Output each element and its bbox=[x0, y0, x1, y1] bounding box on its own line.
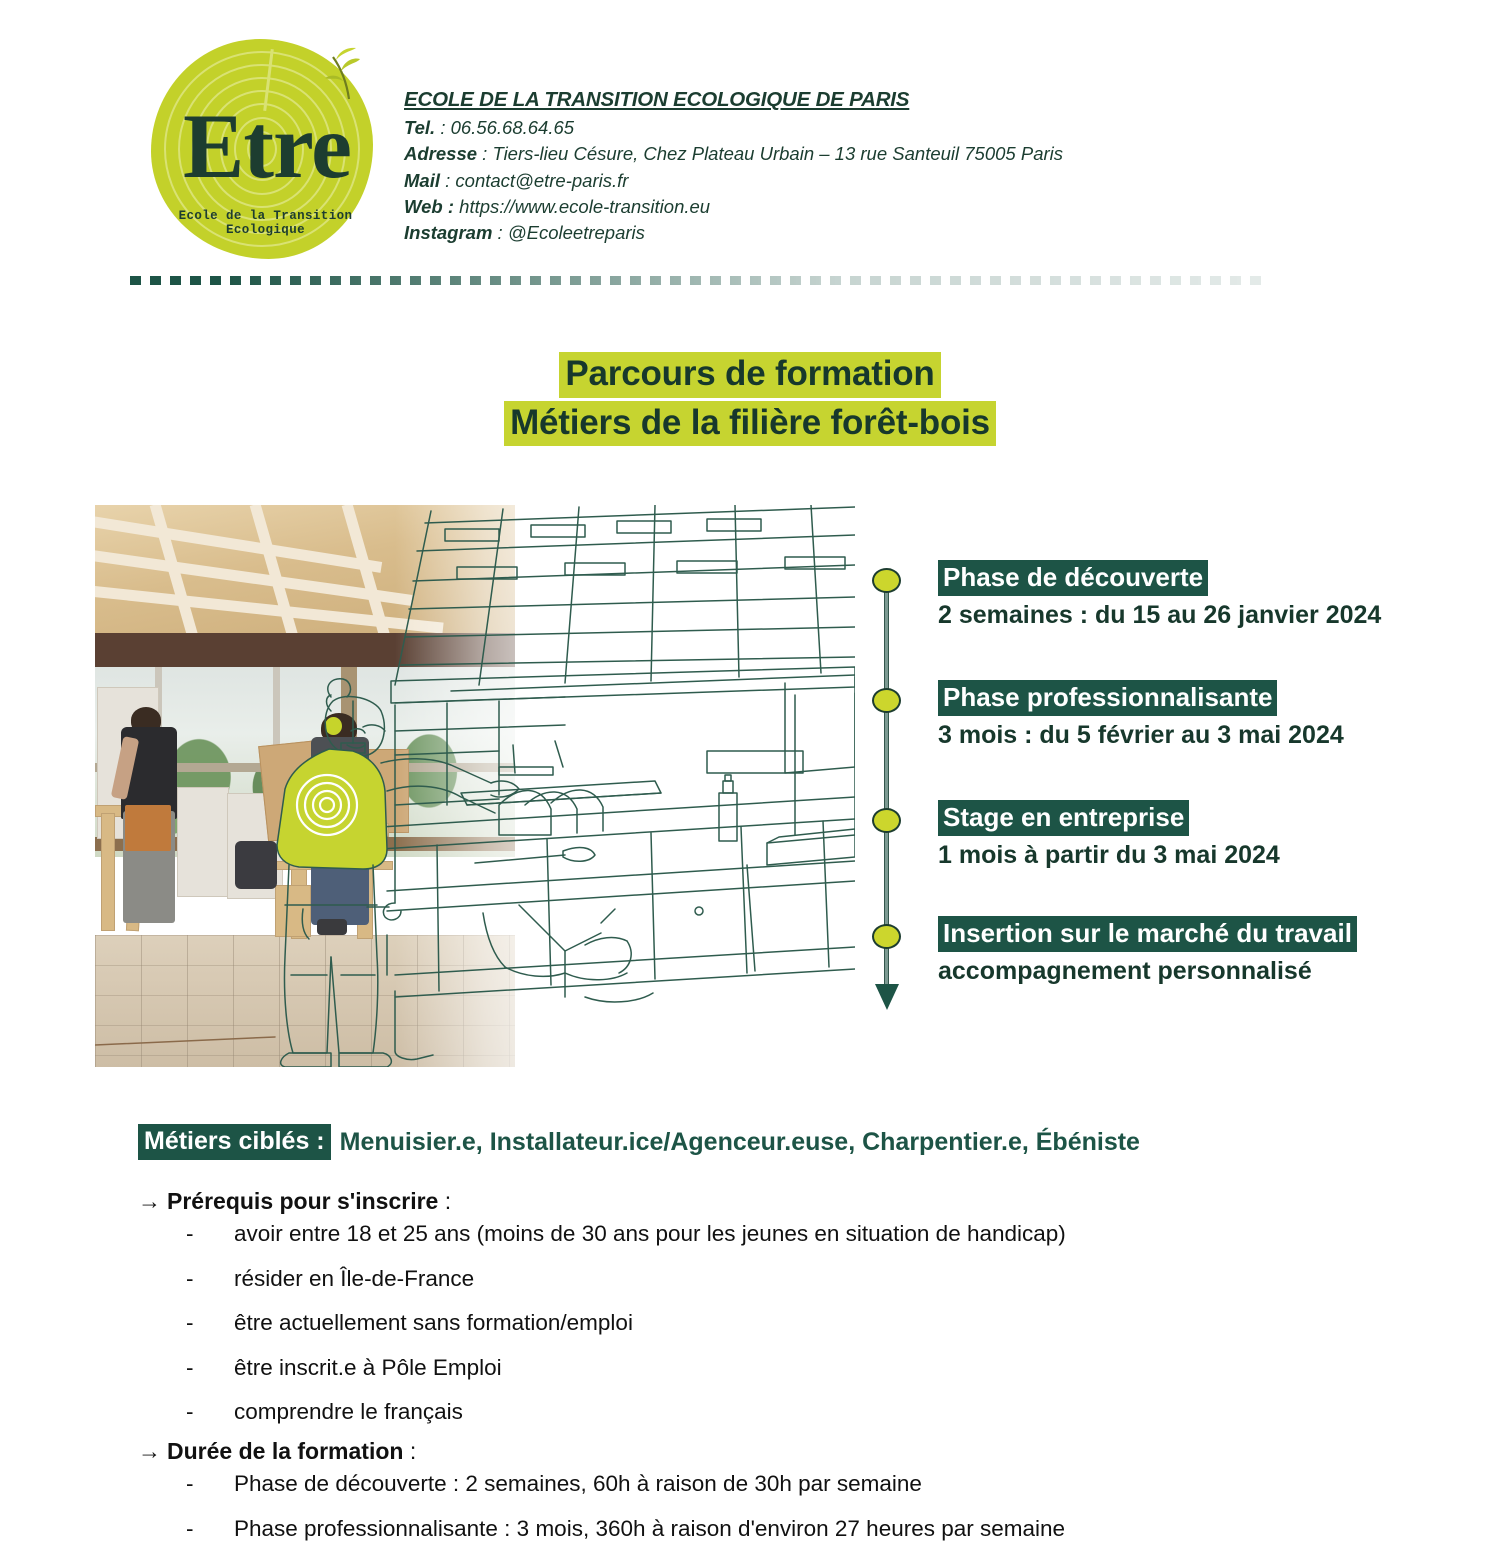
line-art-drawing bbox=[95, 505, 855, 1067]
contact-separator: : bbox=[492, 222, 508, 244]
timeline-node-3 bbox=[872, 808, 901, 833]
page-title-line-2: Métiers de la filière forêt-bois bbox=[504, 401, 996, 447]
contact-value-handle[interactable]: @Ecoleetreparis bbox=[507, 222, 645, 244]
timeline-item bbox=[938, 560, 1426, 630]
logo-wordmark: Etre bbox=[182, 95, 351, 197]
contact-value-url[interactable]: https://www.ecole-transition.eu bbox=[459, 195, 711, 217]
dashed-divider bbox=[130, 276, 1270, 285]
timeline-arrow-icon bbox=[875, 984, 899, 1010]
target-jobs-line bbox=[138, 1124, 1140, 1160]
prerequisites-heading-colon: : bbox=[438, 1188, 452, 1214]
list-item: - comprendre le français bbox=[138, 1401, 1358, 1424]
timeline-item bbox=[938, 680, 1426, 750]
prerequisites-list bbox=[138, 1223, 1358, 1424]
list-item: - être inscrit.e à Pôle Emploi bbox=[138, 1357, 1358, 1380]
target-jobs-value: Menuisier.e, Installateur.ice/Agenceur.euse, Charpentier.e, Ébéniste bbox=[339, 1127, 1140, 1156]
list-item: - Phase professionnalisante : 3 mois, 360h à raison d'environ 27 heures par semaine bbox=[138, 1518, 1358, 1541]
contact-label: Mail bbox=[404, 169, 440, 191]
list-item: - avoir entre 18 et 25 ans (moins de 30 ans pour les jeunes en situation de handicap) bbox=[138, 1223, 1358, 1246]
arrow-right-icon: → bbox=[138, 1188, 161, 1214]
contact-value: 06.56.68.64.65 bbox=[450, 117, 575, 138]
prerequisites-heading bbox=[138, 1188, 1358, 1215]
contact-line-instagram bbox=[404, 220, 1164, 246]
timeline-item-heading: Phase de découverte bbox=[938, 560, 1208, 596]
contact-line-address bbox=[404, 141, 1164, 167]
list-item: - Phase de découverte : 2 semaines, 60h à raison de 30h par semaine bbox=[138, 1473, 1358, 1496]
contact-label: Tel. bbox=[404, 117, 436, 138]
timeline-item-detail: accompagnement personnalisé bbox=[938, 956, 1312, 985]
timeline-item-detail: 3 mois : du 5 février au 3 mai 2024 bbox=[938, 720, 1344, 749]
duration-heading bbox=[138, 1438, 1358, 1465]
contact-separator: : bbox=[435, 117, 451, 138]
leaf-sprig-icon bbox=[319, 47, 361, 101]
duration-section bbox=[138, 1438, 1358, 1562]
timeline-node-4 bbox=[872, 924, 901, 949]
target-jobs-label: Métiers ciblés : bbox=[138, 1124, 331, 1160]
page-title-line-1: Parcours de formation bbox=[559, 352, 940, 398]
contact-label: Web : bbox=[404, 195, 455, 217]
page-title bbox=[0, 352, 1500, 446]
organization-name: ECOLE DE LA TRANSITION ECOLOGIQUE DE PARIS bbox=[404, 88, 910, 111]
logo-tagline: Ecole de la Transition Ecologique bbox=[178, 209, 353, 237]
timeline-item-heading: Insertion sur le marché du travail bbox=[938, 916, 1357, 952]
contact-line-web bbox=[404, 194, 1164, 220]
timeline-item bbox=[938, 800, 1426, 870]
duration-heading-colon: : bbox=[403, 1438, 417, 1464]
timeline-item-detail: 2 semaines : du 15 au 26 janvier 2024 bbox=[938, 600, 1382, 629]
timeline-node-1 bbox=[872, 568, 901, 593]
contact-label: Adresse bbox=[404, 143, 478, 165]
etre-logo bbox=[143, 33, 388, 265]
duration-list bbox=[138, 1473, 1358, 1540]
document-header bbox=[0, 0, 1500, 268]
contact-label: Instagram bbox=[404, 222, 493, 244]
contact-line-tel bbox=[404, 115, 1164, 141]
prerequisites-heading-text: Prérequis pour s'inscrire bbox=[167, 1188, 439, 1214]
contact-value-email[interactable]: contact@etre-paris.fr bbox=[455, 169, 629, 191]
timeline-node-2 bbox=[872, 688, 901, 713]
contact-line-mail bbox=[404, 168, 1164, 194]
timeline-item-heading: Phase professionnalisante bbox=[938, 680, 1277, 716]
contact-separator: : bbox=[477, 143, 493, 165]
contact-value: Tiers-lieu Césure, Chez Plateau Urbain – 13 rue Santeuil 75005 Paris bbox=[492, 143, 1064, 165]
prerequisites-section bbox=[138, 1188, 1358, 1446]
arrow-right-icon: → bbox=[138, 1438, 161, 1464]
timeline-item-detail: 1 mois à partir du 3 mai 2024 bbox=[938, 840, 1280, 869]
contact-block bbox=[404, 88, 1164, 246]
contact-separator: : bbox=[439, 169, 456, 191]
list-item: - être actuellement sans formation/emploi bbox=[138, 1312, 1358, 1335]
timeline-item-heading: Stage en entreprise bbox=[938, 800, 1189, 836]
workshop-illustration bbox=[95, 505, 855, 1067]
duration-heading-text: Durée de la formation bbox=[167, 1438, 404, 1464]
list-item: - résider en Île-de-France bbox=[138, 1268, 1358, 1291]
timeline-item bbox=[938, 916, 1426, 986]
program-timeline bbox=[866, 560, 1426, 1030]
